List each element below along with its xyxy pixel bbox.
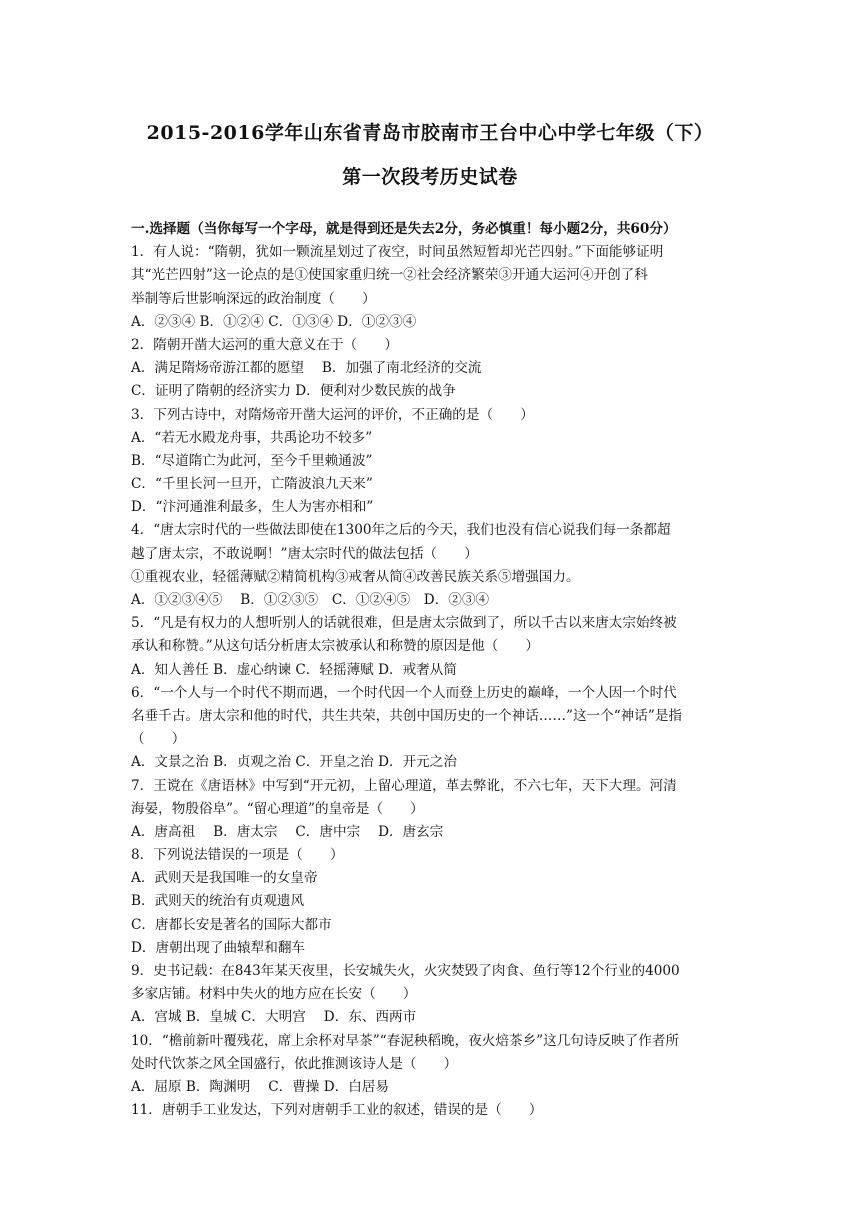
- question-line: 承认和称赞。”从这句话分析唐太宗被承认和称赞的原因是他（ ）: [131, 638, 539, 655]
- question-line: 4．“唐太宗时代的一些做法即使在1300年之后的今天，我们也没有信心说我们每一条都超: [131, 522, 671, 539]
- answer-option: B．“尽道隋亡为此河，至今千里赖通波”: [131, 452, 373, 469]
- question-list: [131, 218, 741, 1122]
- answer-options: A．文景之治 B．贞观之治 C．开皇之治 D．开元之治: [131, 754, 457, 771]
- question-line: 处时代饮茶之风全国盛行，依此推测该诗人是（ ）: [131, 1055, 458, 1072]
- answer-options: A．屈原 B．陶渊明 C．曹操 D．白居易: [131, 1078, 389, 1095]
- answer-option: D．“汴河通淮利最多，生人为害亦相和”: [131, 499, 374, 516]
- question-line: 10．“檐前新叶覆残花，席上余杯对早茶”“春泥秧稻晚，夜火焙茶乡”这几句诗反映了作者所: [131, 1032, 680, 1049]
- answer-option: D．唐朝出现了曲辕犁和翻车: [131, 939, 306, 956]
- question-line: 海晏，物殷俗阜”。“留心理道”的皇帝是（ ）: [131, 800, 424, 817]
- question-line: 6．“一个人与一个时代不期而遇，一个时代因一个人而登上历史的巅峰，一个人因一个时代: [131, 684, 677, 701]
- question-line: 3．下列古诗中，对隋炀帝开凿大运河的评价，不正确的是（ ）: [131, 406, 534, 423]
- question-line: 名垂千古。唐太宗和他的时代，共生共荣，共创中国历史的一个神话……”这一个“神话”是指: [131, 707, 683, 724]
- question-line: 5．“凡是有权力的人想听别人的话就很难，但是唐太宗做到了，所以千古以来唐太宗始终被: [131, 615, 677, 632]
- answer-option: B．武则天的统治有贞观遗风: [131, 893, 305, 910]
- question-line: 越了唐太宗，不敢说啊！”唐太宗时代的做法包括（ ）: [131, 545, 478, 562]
- answer-options: A．知人善任 B．虚心纳谏 C．轻摇薄赋 D．戒奢从简: [131, 661, 457, 678]
- answer-options: A．宫城 B．皇城 C．大明宫 D．东、西两市: [131, 1009, 417, 1026]
- answer-option: A．“若无水殿龙舟事，共禹论功不较多”: [131, 429, 373, 446]
- document-title-line-2: 第一次段考历史试卷: [342, 166, 518, 188]
- question-line: 多家店铺。材料中失火的地方应在长安（ ）: [131, 986, 417, 1003]
- section-heading: 一.选择题（当你每写一个字母，就是得到还是失去2分，务必慎重！每小题2分，共60分）: [131, 221, 677, 237]
- question-line: （ ）: [131, 731, 186, 748]
- question-line: 11．唐朝手工业发达，下列对唐朝手工业的叙述，错误的是（ ）: [131, 1102, 543, 1119]
- question-line: ①重视农业，轻徭薄赋②精简机构③戒奢从简④改善民族关系⑤增强国力。: [131, 568, 580, 585]
- question-line: 其“光芒四射”这一论点的是①使国家重归统一②社会经济繁荣③开通大运河④开创了科: [131, 267, 648, 284]
- answer-option: A．武则天是我国唯一的女皇帝: [131, 870, 318, 887]
- answer-options: C．证明了隋朝的经济实力 D．便利对少数民族的战争: [131, 383, 456, 400]
- question-line: 2．隋朝开凿大运河的重大意义在于（ ）: [131, 336, 398, 353]
- answer-options: A．①②③④⑤ B．①②③⑤ C．①②④⑤ D．②③④: [131, 592, 490, 608]
- question-line: 1．有人说：“隋朝，犹如一颗流星划过了夜空，时间虽然短暂却光芒四射。”下面能够证明: [131, 244, 664, 261]
- answer-options: A．②③④ B．①②④ C．①③④ D．①②③④: [131, 313, 417, 330]
- document-title-line-1: 2015-2016学年山东省青岛市胶南市王台中心中学七年级（下）: [146, 122, 714, 144]
- question-line: 7．王谠在《唐语林》中写到“开元初，上留心理道，革去弊讹，不六七年，天下大理。河清: [131, 777, 677, 794]
- question-line: 8．下列说法错误的一项是（ ）: [131, 847, 344, 864]
- question-line: 举制等后世影响深远的政治制度（ ）: [131, 290, 376, 307]
- answer-option: C．“千里长河一旦开，亡隋波浪九天来”: [131, 476, 373, 493]
- answer-options: A．满足隋炀帝游江都的愿望 B．加强了南北经济的交流: [131, 360, 482, 377]
- question-line: 9．史书记载：在843年某天夜里，长安城失火，火灾焚毁了肉食、鱼行等12个行业的4000: [131, 963, 680, 979]
- answer-options: A．唐高祖 B．唐太宗 C．唐中宗 D．唐玄宗: [131, 823, 444, 840]
- answer-option: C．唐都长安是著名的国际大都市: [131, 916, 332, 933]
